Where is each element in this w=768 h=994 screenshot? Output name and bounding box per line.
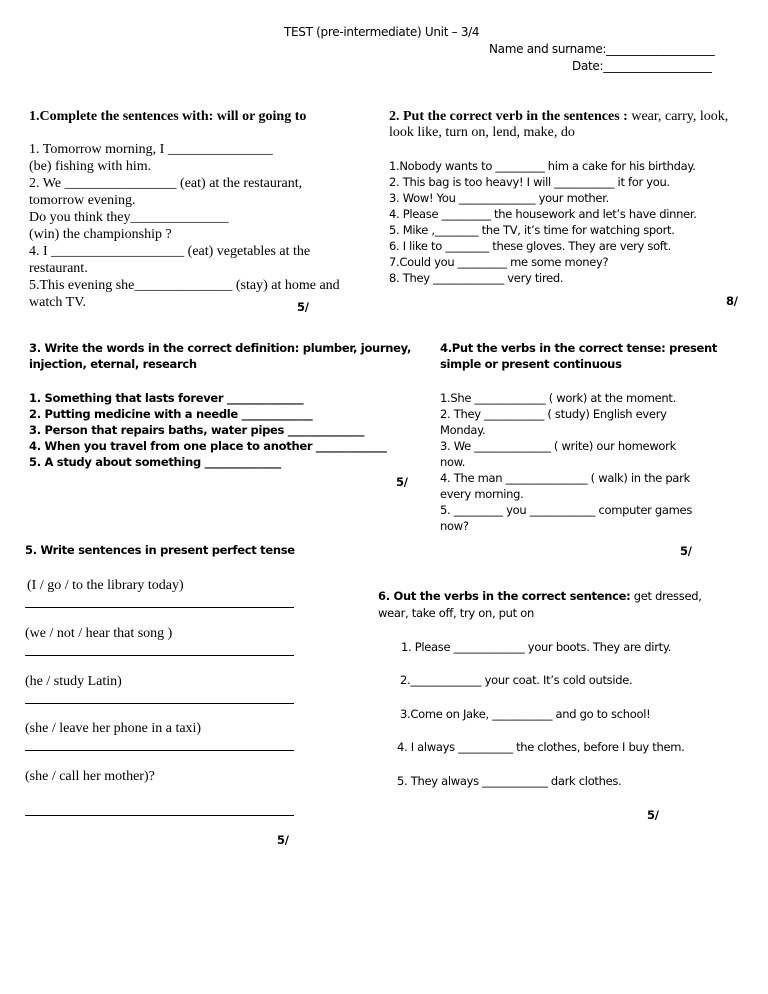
section-3-item: 3. Person that repairs baths, water pipes ______________	[29, 423, 365, 437]
section-3-item: 2. Putting medicine with a needle _____________	[29, 407, 313, 421]
section-2-item: 2. This bag is too heavy! I will ___________ it for you.	[389, 175, 670, 189]
section-4-line: now.	[440, 455, 466, 469]
section-4-body	[440, 390, 692, 534]
section-1-score: 5/	[297, 300, 309, 314]
section-3-heading-line2: injection, eternal, research	[29, 357, 197, 371]
section-4-heading-line2: simple or present continuous	[440, 357, 622, 371]
section-6-score: 5/	[647, 808, 659, 822]
section-6-item: 5. They always ____________ dark clothes.	[397, 774, 622, 788]
section-1-line: restaurant.	[29, 261, 88, 276]
section-4-line: Monday.	[440, 423, 486, 437]
section-1-line: (win) the championship ?	[29, 227, 172, 242]
section-4-line: 2. They ___________ ( study) English every	[440, 407, 667, 421]
date-field-label: Date:___________________	[572, 59, 712, 73]
section-6-heading-words: get dressed,	[633, 589, 702, 603]
section-6-item: 2._____________ your coat. It’s cold outside.	[400, 673, 633, 687]
section-1-line: tomorrow evening.	[29, 193, 136, 208]
section-1-line: (be) fishing with him.	[29, 159, 152, 174]
answer-line	[25, 655, 294, 656]
section-1-line: 5.This evening she______________ (stay) at home and	[29, 278, 340, 293]
section-2-list	[389, 158, 697, 286]
section-2-heading-words: wear, carry, look,	[631, 109, 729, 124]
name-field-label: Name and surname:___________________	[489, 42, 715, 56]
section-1-body	[29, 141, 340, 311]
section-1-line: 1. Tomorrow morning, I _______________	[29, 142, 273, 157]
section-1-heading: 1.Complete the sentences with: will or going to	[29, 109, 307, 124]
answer-line	[25, 703, 294, 704]
section-2-score: 8/	[726, 294, 738, 308]
section-6-item: 3.Come on Jake, ___________ and go to school!	[400, 707, 651, 721]
page-title: TEST (pre-intermediate) Unit – 3/4	[284, 25, 480, 39]
section-2-item: 4. Please _________ the housework and let’s have dinner.	[389, 207, 697, 221]
section-2-item: 7.Could you _________ me some money?	[389, 255, 609, 269]
section-4-line: 5. _________ you ____________ computer games	[440, 503, 693, 517]
section-6-heading-label: 6. Out the verbs in the correct sentence:	[378, 589, 631, 603]
section-4-line: every morning.	[440, 487, 524, 501]
section-2-heading	[389, 109, 728, 125]
section-6-item: 1. Please _____________ your boots. They are dirty.	[401, 640, 672, 654]
section-3-item: 5. A study about something ______________	[29, 455, 281, 469]
section-4-line: 4. The man _______________ ( walk) in the park	[440, 471, 690, 485]
section-3-item: 1. Something that lasts forever ______________	[29, 391, 304, 405]
section-5-prompt: (we / not / hear that song )	[25, 626, 173, 641]
section-2-item: 8. They _____________ very tired.	[389, 271, 564, 285]
section-3-score: 5/	[396, 475, 408, 489]
section-5-score: 5/	[277, 833, 289, 847]
section-5-prompt: (I / go / to the library today)	[27, 578, 184, 593]
section-4-line: 3. We ______________ ( write) our homework	[440, 439, 676, 453]
section-4-line: 1.She _____________ ( work) at the moment.	[440, 391, 676, 405]
section-2-item: 1.Nobody wants to _________ him a cake for his birthday.	[389, 159, 696, 173]
section-2-heading-label: 2. Put the correct verb in the sentences :	[389, 109, 628, 124]
section-4-heading: 4.Put the verbs in the correct tense: present	[440, 341, 718, 355]
section-6-item: 4. I always __________ the clothes, before I buy them.	[397, 740, 685, 754]
section-2-item: 5. Mike ,________ the TV, it’s time for watching sport.	[389, 223, 675, 237]
section-4-line: now?	[440, 519, 469, 533]
section-3-list	[29, 390, 387, 470]
section-5-heading: 5. Write sentences in present perfect tense	[25, 543, 295, 557]
section-4-score: 5/	[680, 544, 692, 558]
answer-line	[25, 607, 294, 608]
section-1-line: Do you think they______________	[29, 210, 229, 225]
section-3-heading: 3. Write the words in the correct definition: plumber, journey,	[29, 341, 412, 355]
section-1-line: 2. We ________________ (eat) at the restaurant,	[29, 176, 303, 191]
section-6-heading	[378, 589, 702, 603]
section-5-prompt: (she / leave her phone in a taxi)	[25, 721, 202, 736]
section-3-item: 4. When you travel from one place to another _____________	[29, 439, 387, 453]
section-1-line: watch TV.	[29, 295, 87, 310]
answer-line	[25, 815, 294, 816]
section-2-heading-line2: look like, turn on, lend, make, do	[389, 125, 575, 140]
section-2-item: 3. Wow! You ______________ your mother.	[389, 191, 609, 205]
section-6-heading-line2: wear, take off, try on, put on	[378, 606, 534, 620]
section-2-item: 6. I like to ________ these gloves. They are very soft.	[389, 239, 671, 253]
section-5-prompt: (he / study Latin)	[25, 674, 122, 689]
section-5-prompt: (she / call her mother)?	[25, 769, 155, 784]
answer-line	[25, 750, 294, 751]
section-1-line: 4. I ___________________ (eat) vegetables at the	[29, 244, 311, 259]
